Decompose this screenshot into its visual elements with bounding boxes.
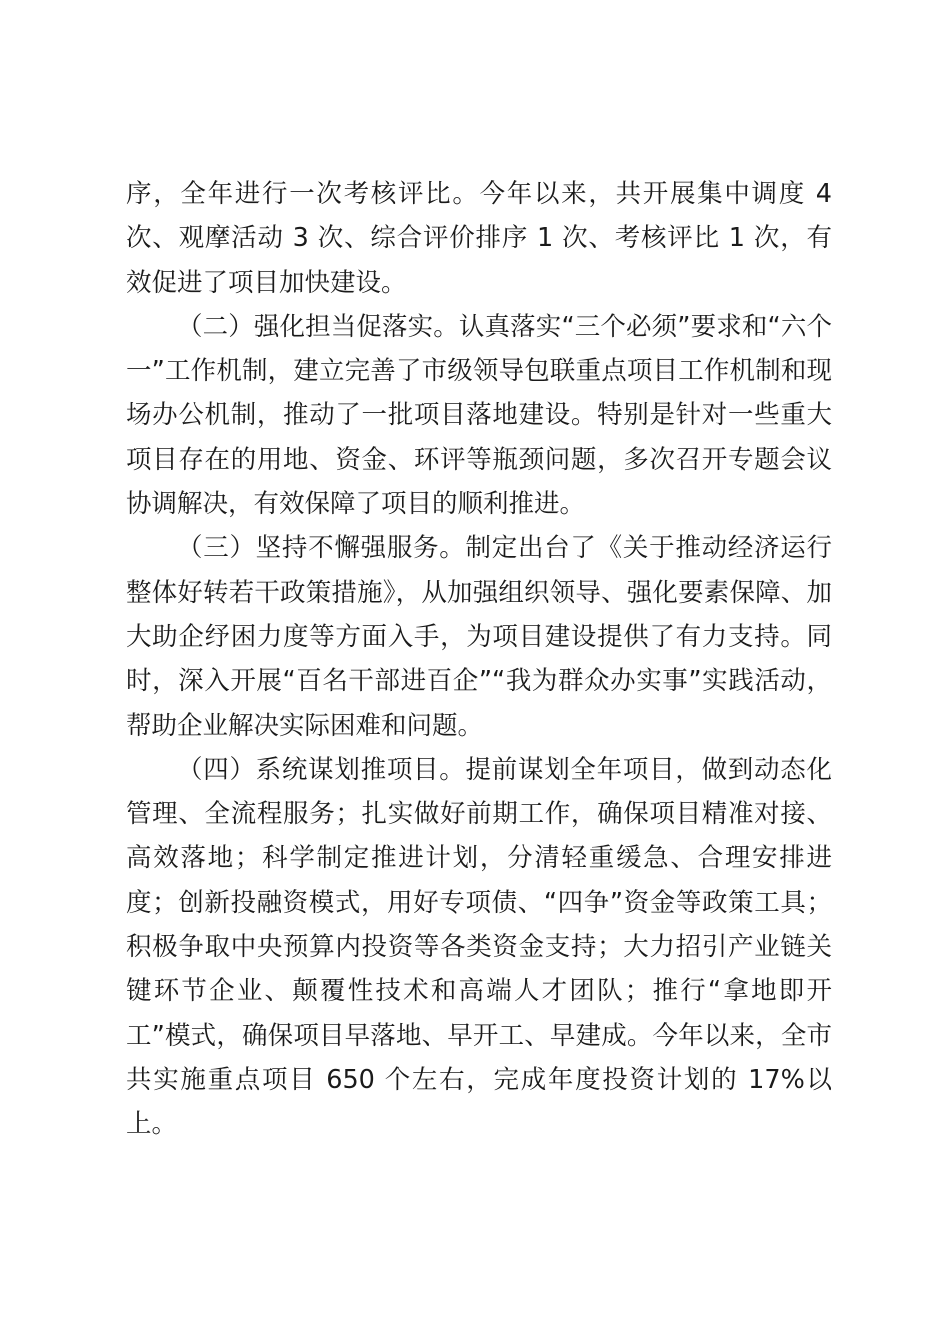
- paragraph-section-3: （三）坚持不懈强服务。制定出台了《关于推动经济运行整体好转若干政策措施》，从加强组织领导、强化要素保障、加大助企纾困力度等方面入手，为项目建设提供了有力支持。同时，深入开展“百名干部进百企”“我为群众办实事”实践活动，帮助企业解决实际困难和问题。: [126, 533, 832, 741]
- document-body: [126, 172, 832, 1147]
- paragraph-section-2: （二）强化担当促落实。认真落实“三个必须”要求和“六个一”工作机制，建立完善了市级领导包联重点项目工作机制和现场办公机制，推动了一批项目落地建设。特别是针对一些重大项目存在的用地、资金、环评等瓶颈问题，多次召开专题会议协调解决，有效保障了项目的顺利推进。: [126, 311, 832, 520]
- paragraph-continuation: 序，全年进行一次考核评比。今年以来，共开展集中调度 4 次、观摩活动 3 次、综合评价排序 1 次、考核评比 1 次，有效促进了项目加快建设。: [126, 179, 832, 298]
- paragraph-section-4: （四）系统谋划推项目。提前谋划全年项目，做到动态化管理、全流程服务；扎实做好前期工作，确保项目精准对接、高效落地；科学制定推进计划，分清轻重缓急、合理安排进度；创新投融资模式，用好专项债、“四争”资金等政策工具；积极争取中央预算内投资等各类资金支持；大力招引产业链关键环节企业、颠覆性技术和高端人才团队；推行“拿地即开工”模式，确保项目早落地、早开工、早建成。今年以来，全市共实施重点项目 650 个左右，完成年度投资计划的 17%以上。: [126, 754, 832, 1140]
